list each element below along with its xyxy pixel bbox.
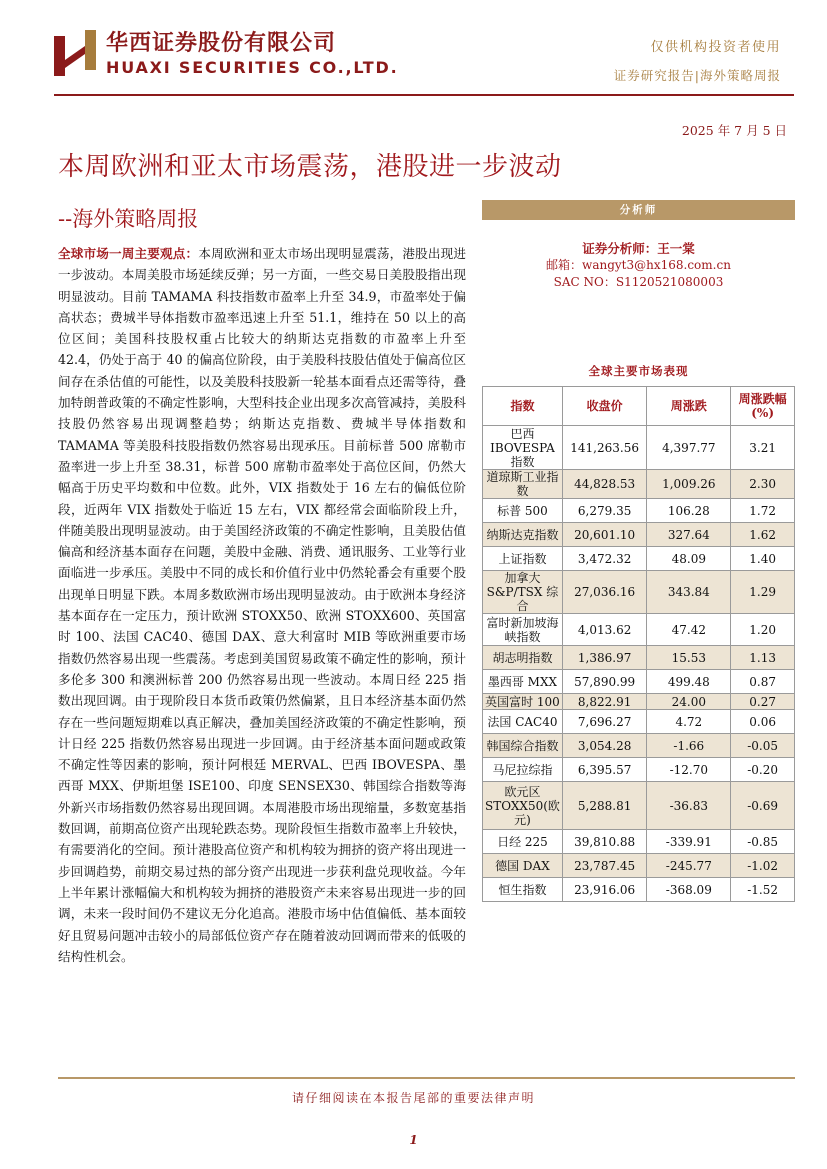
- index-name-cell: 墨西哥 MXX: [483, 670, 563, 694]
- weekly-change-cell: 106.28: [647, 499, 731, 523]
- index-name-cell: 纳斯达克指数: [483, 523, 563, 547]
- table-row: [483, 646, 795, 670]
- table-row: [483, 830, 795, 854]
- table-row: [483, 470, 795, 499]
- column-header-close: 收盘价: [562, 387, 647, 426]
- table-row: [483, 499, 795, 523]
- market-table-body: [483, 426, 795, 902]
- company-name-en: HUAXI SECURITIES CO.,LTD.: [106, 58, 399, 77]
- weekly-change-pct-cell: -0.20: [731, 758, 795, 782]
- close-price-cell: 1,386.97: [562, 646, 647, 670]
- close-price-cell: 4,013.62: [562, 614, 647, 646]
- report-date: 2025 年 7 月 5 日: [681, 123, 787, 138]
- weekly-change-pct-cell: 0.06: [731, 710, 795, 734]
- weekly-change-cell: -339.91: [647, 830, 731, 854]
- analyst-section-header: 分析师: [482, 200, 795, 220]
- header-divider: [54, 94, 794, 96]
- weekly-change-cell: 24.00: [647, 694, 731, 710]
- weekly-change-pct-cell: 0.87: [731, 670, 795, 694]
- key-points-text: 本周欧洲和亚太市场出现明显震荡，港股出现进一步波动。本周美股市场延续反弹；另一方面，一些交易日美股股指出现明显波动。目前 TAMAMA 科技指数市盈率上升至 34.9，市盈率处于偏高状态；费城半导体指数市盈率迅速上升至 51.1，维持在 50 以上的高位区间；美国科技股权重占比较大的纳斯达克指数的市盈率上升至 42.4，仍处于高于 40 的偏高位阶段，由于美股科技股估值处于偏高位区间存在杀估值的可能性，以及美股科技股新一轮基本面看点还需等待，叠加特朗普政策的不确定性影响，大型科技企业出现多次高管减持，美股科技股仍然容易出现调整趋势；纳斯达克指数、费城半导体指数和 TAMAMA 等美股科技股指数仍然容易出现承压。目前标普 500 席勒市盈率进一步上升至 38.31，标普 500 席勒市盈率处于高位区间，仍然大幅高于历史平均数和中位数。此外，VIX 指数处于 16 左右的偏低位阶段，近两年 VIX 指数处于临近 15 左右，VIX 都经常会面临阶段上升，伴随美股出现明显波动。由于美国经济政策的不确定性影响，且美股估值偏高和经济基本面存在问题，美股中金融、消费、通讯服务、工业等行业面临进一步承压。美股中不同的成长和价值行业中仍然轮番会有重要个股出现单日明显下跌。本周多数欧洲市场出现明显波动。由于欧洲本身经济基本面存在一定压力，预计欧洲 STOXX50、欧洲 STOXX600、英国富时 100、法国 CAC40、德国 DAX、意大利富时 MIB 等欧洲重要市场指数仍然容易出现一些震荡。考虑到美国贸易政策不确定性的影响，预计多伦多 300 和澳洲标普 200 仍然容易出现一些波动。本周日经 225 指数出现回调。由于现阶段日本货币政策仍然偏紧，且日本经济基本面仍然存在一些问题短期难以真正解决，叠加美国经济政策的不确定性影响，预计日经 225 指数仍然容易出现进一步回调。由于经济基本面问题或政策不确定性等因素的影响，预计阿根廷 MERVAL、巴西 IBOVESPA、墨西哥 MXX、伊斯坦堡 ISE100、印度 SENSEX30、韩国综合指数等海外新兴市场指数仍然容易出现回调。本周港股市场出现缩量，多数宽基指数回调，前期高位资产出现轮跌态势。现阶段恒生指数市盈率上升较快，有需要消化的空间。预计港股高位资产和机构较为拥挤的资产将出现进一步回调趋势，前期交易过热的部分资产出现进一步获利盘兑现收益。今年上半年累计涨幅偏大和机构较为拥挤的港股资产未来容易出现进一步的回调，未来一段时间仍不建议无分化追高。港股市场中估值偏低、基本面较好且贸易问题冲击较小的局部低位资产存在随着波动回调而带来的低吸的结构性机会。: [58, 246, 467, 964]
- report-body: [58, 243, 466, 967]
- table-header-row: [483, 387, 795, 426]
- weekly-change-cell: -368.09: [647, 878, 731, 902]
- close-price-cell: 44,828.53: [562, 470, 647, 499]
- weekly-change-cell: -36.83: [647, 782, 731, 830]
- index-name-cell: 标普 500: [483, 499, 563, 523]
- table-row: [483, 547, 795, 571]
- weekly-change-pct-cell: 2.30: [731, 470, 795, 499]
- close-price-cell: 7,696.27: [562, 710, 647, 734]
- weekly-change-cell: 327.64: [647, 523, 731, 547]
- weekly-change-pct-cell: -0.69: [731, 782, 795, 830]
- market-table-title: 全球主要市场表现: [588, 364, 689, 378]
- table-row: [483, 878, 795, 902]
- index-name-cell: 胡志明指数: [483, 646, 563, 670]
- index-name-cell: 英国富时 100: [483, 694, 563, 710]
- weekly-change-cell: -1.66: [647, 734, 731, 758]
- legal-notice: 请仔细阅读在本报告尾部的重要法律声明: [291, 1091, 535, 1105]
- index-name-cell: 日经 225: [483, 830, 563, 854]
- table-row: [483, 734, 795, 758]
- market-performance-table: [482, 386, 795, 902]
- table-row: [483, 670, 795, 694]
- close-price-cell: 3,472.32: [562, 547, 647, 571]
- table-row: [483, 782, 795, 830]
- index-name-cell: 法国 CAC40: [483, 710, 563, 734]
- weekly-change-cell: 48.09: [647, 547, 731, 571]
- close-price-cell: 5,288.81: [562, 782, 647, 830]
- analyst-name: 证券分析师：王一棠: [582, 241, 695, 256]
- report-subtitle: --海外策略周报: [58, 207, 199, 231]
- report-type: 证券研究报告|海外策略周报: [613, 68, 781, 83]
- weekly-change-cell: 499.48: [647, 670, 731, 694]
- footer-divider: [58, 1077, 795, 1079]
- weekly-change-pct-cell: 1.62: [731, 523, 795, 547]
- weekly-change-pct-cell: 0.27: [731, 694, 795, 710]
- weekly-change-cell: 47.42: [647, 614, 731, 646]
- index-name-cell: 恒生指数: [483, 878, 563, 902]
- index-name-cell: 马尼拉综指: [483, 758, 563, 782]
- weekly-change-pct-cell: -1.02: [731, 854, 795, 878]
- index-name-cell: 加拿大 S&P/TSX 综合: [483, 571, 563, 614]
- weekly-change-cell: 4,397.77: [647, 426, 731, 470]
- weekly-change-pct-cell: 1.72: [731, 499, 795, 523]
- close-price-cell: 3,054.28: [562, 734, 647, 758]
- company-logo-icon: [54, 30, 96, 76]
- index-name-cell: 巴西 IBOVESPA 指数: [483, 426, 563, 470]
- analyst-sac-number: SAC NO：S1120521080003: [553, 275, 724, 289]
- weekly-change-pct-cell: 1.20: [731, 614, 795, 646]
- weekly-change-pct-cell: -1.52: [731, 878, 795, 902]
- index-name-cell: 德国 DAX: [483, 854, 563, 878]
- index-name-cell: 韩国综合指数: [483, 734, 563, 758]
- page-number: 1: [409, 1133, 418, 1147]
- column-header-change: 周涨跌: [647, 387, 731, 426]
- weekly-change-pct-cell: -0.85: [731, 830, 795, 854]
- close-price-cell: 8,822.91: [562, 694, 647, 710]
- weekly-change-cell: 4.72: [647, 710, 731, 734]
- table-row: [483, 571, 795, 614]
- close-price-cell: 27,036.16: [562, 571, 647, 614]
- weekly-change-cell: -245.77: [647, 854, 731, 878]
- weekly-change-cell: -12.70: [647, 758, 731, 782]
- close-price-cell: 20,601.10: [562, 523, 647, 547]
- analyst-email: 邮箱：wangyt3@hx168.com.cn: [546, 258, 731, 272]
- index-name-cell: 道琼斯工业指数: [483, 470, 563, 499]
- report-title: 本周欧洲和亚太市场震荡，港股进一步波动: [58, 152, 562, 182]
- weekly-change-pct-cell: -0.05: [731, 734, 795, 758]
- index-name-cell: 富时新加坡海峡指数: [483, 614, 563, 646]
- close-price-cell: 39,810.88: [562, 830, 647, 854]
- audience-note: 仅供机构投资者使用: [650, 40, 781, 55]
- index-name-cell: 上证指数: [483, 547, 563, 571]
- table-row: [483, 694, 795, 710]
- table-row: [483, 710, 795, 734]
- weekly-change-pct-cell: 1.29: [731, 571, 795, 614]
- weekly-change-pct-cell: 3.21: [731, 426, 795, 470]
- table-row: [483, 758, 795, 782]
- close-price-cell: 6,395.57: [562, 758, 647, 782]
- table-row: [483, 614, 795, 646]
- weekly-change-cell: 343.84: [647, 571, 731, 614]
- column-header-index: 指数: [483, 387, 563, 426]
- close-price-cell: 6,279.35: [562, 499, 647, 523]
- weekly-change-pct-cell: 1.13: [731, 646, 795, 670]
- company-name-cn: 华西证券股份有限公司: [106, 30, 337, 56]
- index-name-cell: 欧元区 STOXX50(欧元): [483, 782, 563, 830]
- column-header-pct: 周涨跌幅(%): [731, 387, 795, 426]
- close-price-cell: 23,916.06: [562, 878, 647, 902]
- close-price-cell: 141,263.56: [562, 426, 647, 470]
- table-row: [483, 523, 795, 547]
- table-row: [483, 854, 795, 878]
- close-price-cell: 23,787.45: [562, 854, 647, 878]
- weekly-change-pct-cell: 1.40: [731, 547, 795, 571]
- close-price-cell: 57,890.99: [562, 670, 647, 694]
- table-row: [483, 426, 795, 470]
- key-points-lead: 全球市场一周主要观点：: [58, 246, 199, 261]
- weekly-change-cell: 1,009.26: [647, 470, 731, 499]
- weekly-change-cell: 15.53: [647, 646, 731, 670]
